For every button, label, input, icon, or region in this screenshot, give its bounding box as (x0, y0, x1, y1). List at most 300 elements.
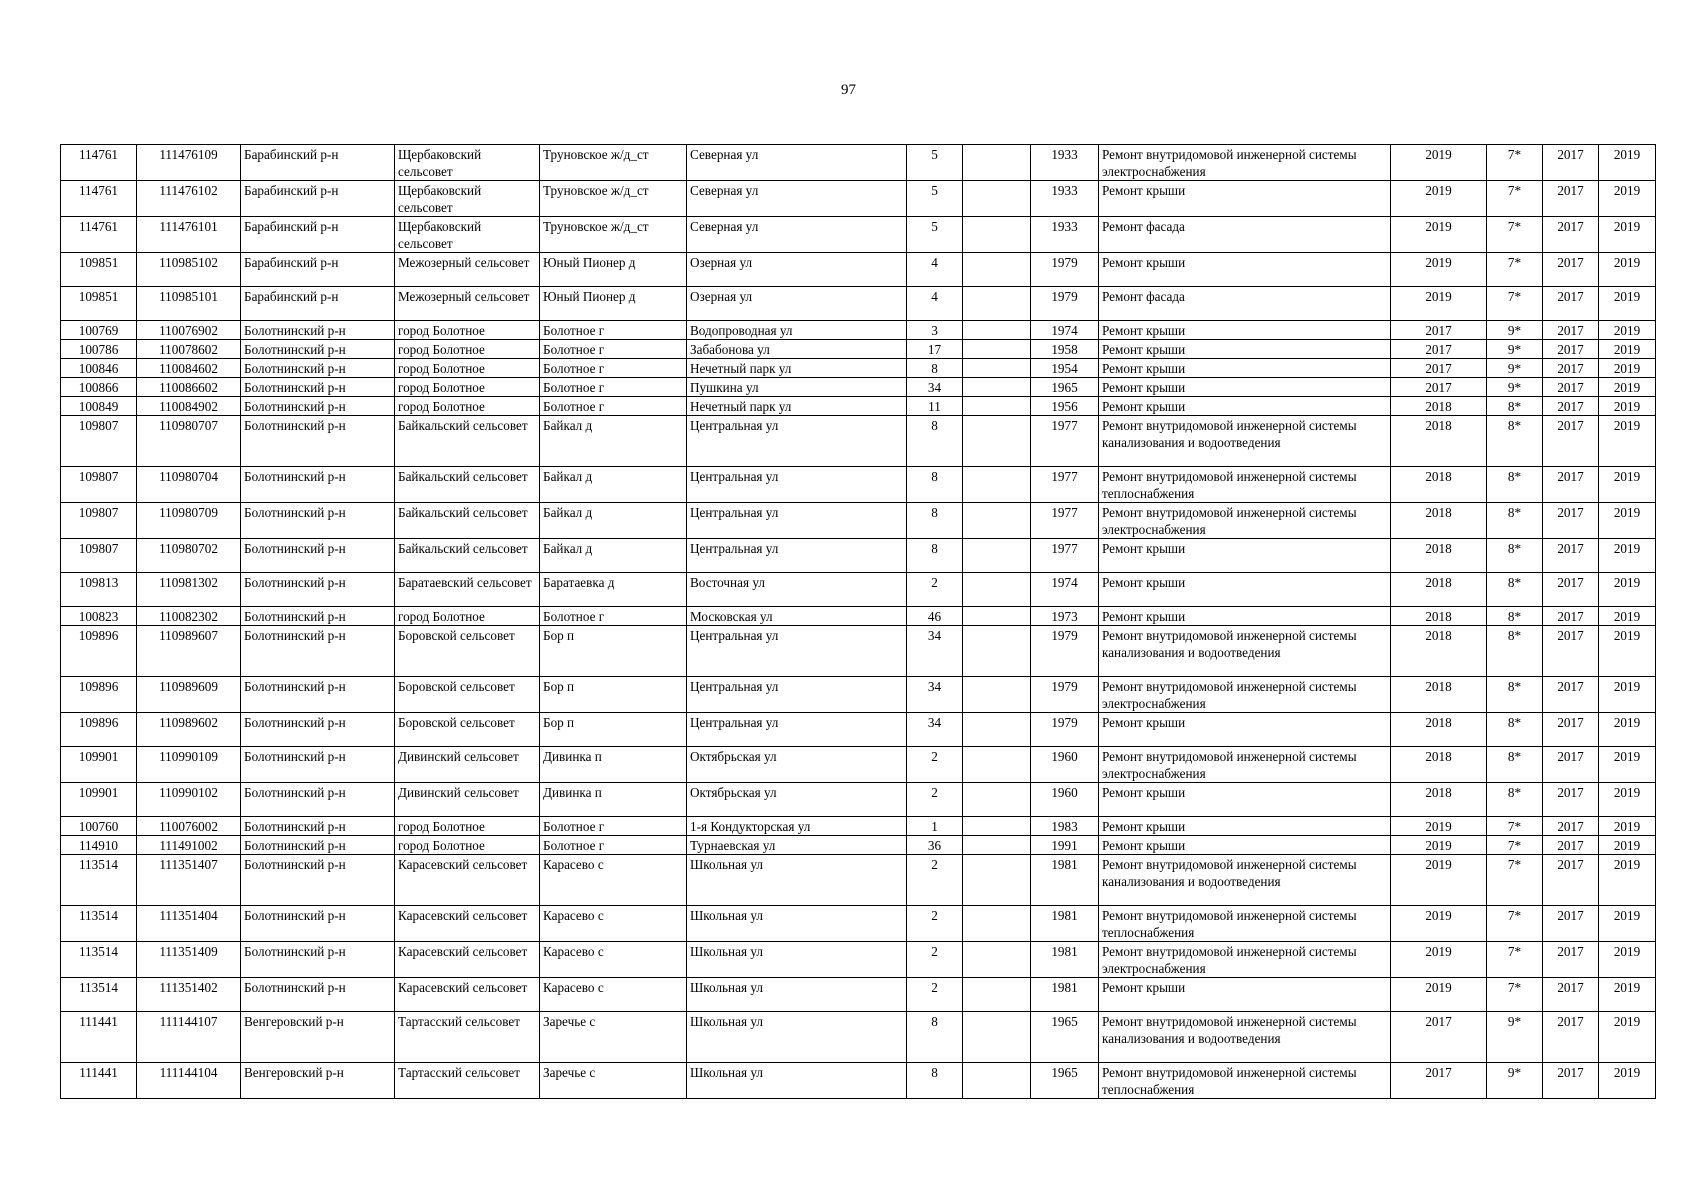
municipality-cell: Межозерный сельсовет (395, 287, 540, 321)
table-row (61, 626, 1656, 677)
plan-year-cell: 2018 (1391, 467, 1487, 503)
work-id-cell: 111351404 (137, 906, 241, 942)
priority-cell: 9* (1487, 340, 1543, 359)
table-row (61, 747, 1656, 783)
plan-year-cell: 2018 (1391, 607, 1487, 626)
work-id-cell: 110084602 (137, 359, 241, 378)
work-type-cell: Ремонт крыши (1099, 397, 1391, 416)
period-end-cell: 2019 (1599, 677, 1656, 713)
built-year-cell: 1979 (1031, 253, 1099, 287)
district-cell: Болотнинский р-н (241, 503, 395, 539)
period-start-cell: 2017 (1543, 836, 1599, 855)
house-id-cell: 113514 (61, 942, 137, 978)
settlement-cell: Карасево с (540, 978, 687, 1012)
settlement-cell: Болотное г (540, 359, 687, 378)
table-row (61, 253, 1656, 287)
settlement-cell: Юный Пионер д (540, 287, 687, 321)
district-cell: Болотнинский р-н (241, 942, 395, 978)
period-end-cell: 2019 (1599, 747, 1656, 783)
period-start-cell: 2017 (1543, 1012, 1599, 1063)
table-row (61, 378, 1656, 397)
street-cell: Нечетный парк ул (687, 397, 907, 416)
municipality-cell: Байкальский сельсовет (395, 539, 540, 573)
building-cell (963, 836, 1031, 855)
built-year-cell: 1960 (1031, 783, 1099, 817)
table-row (61, 217, 1656, 253)
house-number-cell: 8 (907, 467, 963, 503)
house-number-cell: 2 (907, 747, 963, 783)
built-year-cell: 1974 (1031, 573, 1099, 607)
work-type-cell: Ремонт крыши (1099, 378, 1391, 397)
built-year-cell: 1979 (1031, 677, 1099, 713)
house-id-cell: 114761 (61, 145, 137, 181)
plan-year-cell: 2019 (1391, 817, 1487, 836)
plan-year-cell: 2019 (1391, 145, 1487, 181)
municipality-cell: город Болотное (395, 321, 540, 340)
built-year-cell: 1981 (1031, 942, 1099, 978)
district-cell: Болотнинский р-н (241, 539, 395, 573)
work-type-cell: Ремонт крыши (1099, 539, 1391, 573)
built-year-cell: 1977 (1031, 503, 1099, 539)
house-number-cell: 8 (907, 503, 963, 539)
period-start-cell: 2017 (1543, 1063, 1599, 1099)
table-row (61, 607, 1656, 626)
district-cell: Болотнинский р-н (241, 467, 395, 503)
plan-year-cell: 2019 (1391, 287, 1487, 321)
house-number-cell: 4 (907, 287, 963, 321)
building-cell (963, 906, 1031, 942)
built-year-cell: 1965 (1031, 1012, 1099, 1063)
building-cell (963, 145, 1031, 181)
period-end-cell: 2019 (1599, 145, 1656, 181)
plan-year-cell: 2017 (1391, 378, 1487, 397)
period-start-cell: 2017 (1543, 217, 1599, 253)
period-end-cell: 2019 (1599, 942, 1656, 978)
house-number-cell: 8 (907, 416, 963, 467)
period-end-cell: 2019 (1599, 713, 1656, 747)
street-cell: Пушкина ул (687, 378, 907, 397)
building-cell (963, 340, 1031, 359)
building-cell (963, 287, 1031, 321)
house-id-cell: 109807 (61, 539, 137, 573)
house-number-cell: 36 (907, 836, 963, 855)
plan-year-cell: 2018 (1391, 397, 1487, 416)
built-year-cell: 1977 (1031, 467, 1099, 503)
building-cell (963, 855, 1031, 906)
work-type-cell: Ремонт крыши (1099, 713, 1391, 747)
priority-cell: 9* (1487, 321, 1543, 340)
priority-cell: 7* (1487, 181, 1543, 217)
work-id-cell: 110980704 (137, 467, 241, 503)
settlement-cell: Болотное г (540, 340, 687, 359)
building-cell (963, 397, 1031, 416)
district-cell: Барабинский р-н (241, 145, 395, 181)
house-number-cell: 4 (907, 253, 963, 287)
period-start-cell: 2017 (1543, 378, 1599, 397)
district-cell: Болотнинский р-н (241, 378, 395, 397)
plan-year-cell: 2017 (1391, 359, 1487, 378)
work-type-cell: Ремонт внутридомовой инженерной системы теплоснабжения (1099, 467, 1391, 503)
settlement-cell: Заречье с (540, 1063, 687, 1099)
work-id-cell: 111491002 (137, 836, 241, 855)
street-cell: Центральная ул (687, 467, 907, 503)
priority-cell: 8* (1487, 783, 1543, 817)
settlement-cell: Болотное г (540, 607, 687, 626)
period-end-cell: 2019 (1599, 359, 1656, 378)
settlement-cell: Карасево с (540, 942, 687, 978)
building-cell (963, 1012, 1031, 1063)
house-id-cell: 113514 (61, 855, 137, 906)
building-cell (963, 783, 1031, 817)
period-end-cell: 2019 (1599, 855, 1656, 906)
table-row (61, 397, 1656, 416)
built-year-cell: 1981 (1031, 855, 1099, 906)
settlement-cell: Болотное г (540, 397, 687, 416)
street-cell: Московская ул (687, 607, 907, 626)
district-cell: Болотнинский р-н (241, 573, 395, 607)
municipality-cell: Байкальский сельсовет (395, 503, 540, 539)
house-id-cell: 109807 (61, 416, 137, 467)
priority-cell: 8* (1487, 607, 1543, 626)
built-year-cell: 1933 (1031, 181, 1099, 217)
house-id-cell: 109896 (61, 677, 137, 713)
street-cell: Центральная ул (687, 416, 907, 467)
built-year-cell: 1981 (1031, 978, 1099, 1012)
work-type-cell: Ремонт крыши (1099, 340, 1391, 359)
priority-cell: 7* (1487, 253, 1543, 287)
period-start-cell: 2017 (1543, 287, 1599, 321)
house-number-cell: 1 (907, 817, 963, 836)
house-id-cell: 114761 (61, 217, 137, 253)
house-id-cell: 100760 (61, 817, 137, 836)
district-cell: Болотнинский р-н (241, 713, 395, 747)
settlement-cell: Заречье с (540, 1012, 687, 1063)
table-row (61, 503, 1656, 539)
building-cell (963, 503, 1031, 539)
street-cell: Северная ул (687, 181, 907, 217)
building-cell (963, 713, 1031, 747)
municipality-cell: Боровской сельсовет (395, 677, 540, 713)
period-start-cell: 2017 (1543, 607, 1599, 626)
plan-year-cell: 2019 (1391, 942, 1487, 978)
district-cell: Болотнинский р-н (241, 677, 395, 713)
plan-year-cell: 2017 (1391, 340, 1487, 359)
plan-year-cell: 2019 (1391, 855, 1487, 906)
period-end-cell: 2019 (1599, 539, 1656, 573)
work-id-cell: 110989609 (137, 677, 241, 713)
work-type-cell: Ремонт крыши (1099, 359, 1391, 378)
house-number-cell: 34 (907, 677, 963, 713)
municipality-cell: город Болотное (395, 397, 540, 416)
built-year-cell: 1979 (1031, 626, 1099, 677)
house-id-cell: 113514 (61, 978, 137, 1012)
plan-year-cell: 2018 (1391, 713, 1487, 747)
work-type-cell: Ремонт внутридомовой инженерной системы канализования и водоотведения (1099, 626, 1391, 677)
period-start-cell: 2017 (1543, 942, 1599, 978)
built-year-cell: 1933 (1031, 145, 1099, 181)
settlement-cell: Карасево с (540, 906, 687, 942)
built-year-cell: 1960 (1031, 747, 1099, 783)
street-cell: Северная ул (687, 145, 907, 181)
table-row (61, 321, 1656, 340)
house-number-cell: 17 (907, 340, 963, 359)
period-end-cell: 2019 (1599, 783, 1656, 817)
house-number-cell: 2 (907, 855, 963, 906)
work-type-cell: Ремонт фасада (1099, 287, 1391, 321)
settlement-cell: Байкал д (540, 467, 687, 503)
period-start-cell: 2017 (1543, 181, 1599, 217)
built-year-cell: 1977 (1031, 416, 1099, 467)
building-cell (963, 942, 1031, 978)
period-start-cell: 2017 (1543, 253, 1599, 287)
work-id-cell: 110084902 (137, 397, 241, 416)
table-row (61, 145, 1656, 181)
table-row (61, 713, 1656, 747)
work-type-cell: Ремонт внутридомовой инженерной системы канализования и водоотведения (1099, 1012, 1391, 1063)
house-number-cell: 5 (907, 181, 963, 217)
period-end-cell: 2019 (1599, 817, 1656, 836)
work-type-cell: Ремонт крыши (1099, 817, 1391, 836)
district-cell: Болотнинский р-н (241, 416, 395, 467)
period-end-cell: 2019 (1599, 467, 1656, 503)
plan-year-cell: 2019 (1391, 978, 1487, 1012)
settlement-cell: Дивинка п (540, 747, 687, 783)
house-id-cell: 114761 (61, 181, 137, 217)
work-id-cell: 110076002 (137, 817, 241, 836)
period-end-cell: 2019 (1599, 503, 1656, 539)
street-cell: Школьная ул (687, 978, 907, 1012)
building-cell (963, 747, 1031, 783)
plan-year-cell: 2019 (1391, 253, 1487, 287)
capital-repair-table (60, 144, 1656, 1099)
work-type-cell: Ремонт фасада (1099, 217, 1391, 253)
built-year-cell: 1965 (1031, 378, 1099, 397)
priority-cell: 7* (1487, 217, 1543, 253)
municipality-cell: Карасевский сельсовет (395, 906, 540, 942)
street-cell: Школьная ул (687, 855, 907, 906)
priority-cell: 8* (1487, 539, 1543, 573)
built-year-cell: 1981 (1031, 906, 1099, 942)
street-cell: Забабонова ул (687, 340, 907, 359)
district-cell: Болотнинский р-н (241, 906, 395, 942)
work-id-cell: 111144104 (137, 1063, 241, 1099)
work-id-cell: 110980709 (137, 503, 241, 539)
house-number-cell: 2 (907, 573, 963, 607)
district-cell: Барабинский р-н (241, 253, 395, 287)
period-end-cell: 2019 (1599, 321, 1656, 340)
priority-cell: 9* (1487, 1063, 1543, 1099)
priority-cell: 8* (1487, 503, 1543, 539)
table-row (61, 855, 1656, 906)
work-id-cell: 110980702 (137, 539, 241, 573)
period-start-cell: 2017 (1543, 359, 1599, 378)
period-end-cell: 2019 (1599, 978, 1656, 1012)
work-type-cell: Ремонт внутридомовой инженерной системы теплоснабжения (1099, 1063, 1391, 1099)
street-cell: Озерная ул (687, 287, 907, 321)
priority-cell: 7* (1487, 855, 1543, 906)
street-cell: Октябрьская ул (687, 747, 907, 783)
street-cell: 1-я Кондукторская ул (687, 817, 907, 836)
district-cell: Венгеровский р-н (241, 1012, 395, 1063)
built-year-cell: 1979 (1031, 713, 1099, 747)
building-cell (963, 378, 1031, 397)
period-end-cell: 2019 (1599, 378, 1656, 397)
work-type-cell: Ремонт внутридомовой инженерной системы канализования и водоотведения (1099, 855, 1391, 906)
built-year-cell: 1958 (1031, 340, 1099, 359)
house-number-cell: 34 (907, 626, 963, 677)
built-year-cell: 1979 (1031, 287, 1099, 321)
work-id-cell: 110985101 (137, 287, 241, 321)
built-year-cell: 1954 (1031, 359, 1099, 378)
built-year-cell: 1983 (1031, 817, 1099, 836)
period-start-cell: 2017 (1543, 340, 1599, 359)
street-cell: Центральная ул (687, 539, 907, 573)
building-cell (963, 217, 1031, 253)
built-year-cell: 1965 (1031, 1063, 1099, 1099)
municipality-cell: Байкальский сельсовет (395, 467, 540, 503)
period-end-cell: 2019 (1599, 253, 1656, 287)
district-cell: Болотнинский р-н (241, 397, 395, 416)
district-cell: Болотнинский р-н (241, 747, 395, 783)
period-end-cell: 2019 (1599, 181, 1656, 217)
work-type-cell: Ремонт крыши (1099, 321, 1391, 340)
plan-year-cell: 2019 (1391, 906, 1487, 942)
table-row (61, 817, 1656, 836)
house-id-cell: 100769 (61, 321, 137, 340)
house-id-cell: 109851 (61, 287, 137, 321)
house-id-cell: 109896 (61, 626, 137, 677)
period-start-cell: 2017 (1543, 747, 1599, 783)
period-end-cell: 2019 (1599, 340, 1656, 359)
municipality-cell: Байкальский сельсовет (395, 416, 540, 467)
settlement-cell: Байкал д (540, 416, 687, 467)
municipality-cell: город Болотное (395, 359, 540, 378)
street-cell: Водопроводная ул (687, 321, 907, 340)
table-row (61, 836, 1656, 855)
house-id-cell: 109901 (61, 747, 137, 783)
house-id-cell: 100849 (61, 397, 137, 416)
house-number-cell: 46 (907, 607, 963, 626)
table-row (61, 181, 1656, 217)
work-type-cell: Ремонт внутридомовой инженерной системы электроснабжения (1099, 942, 1391, 978)
work-id-cell: 111351409 (137, 942, 241, 978)
work-type-cell: Ремонт внутридомовой инженерной системы электроснабжения (1099, 747, 1391, 783)
work-id-cell: 111144107 (137, 1012, 241, 1063)
district-cell: Барабинский р-н (241, 217, 395, 253)
street-cell: Центральная ул (687, 677, 907, 713)
house-id-cell: 100866 (61, 378, 137, 397)
work-type-cell: Ремонт крыши (1099, 573, 1391, 607)
municipality-cell: Тартасский сельсовет (395, 1063, 540, 1099)
street-cell: Школьная ул (687, 942, 907, 978)
work-id-cell: 110985102 (137, 253, 241, 287)
priority-cell: 7* (1487, 978, 1543, 1012)
building-cell (963, 607, 1031, 626)
priority-cell: 9* (1487, 359, 1543, 378)
built-year-cell: 1991 (1031, 836, 1099, 855)
house-id-cell: 100846 (61, 359, 137, 378)
work-type-cell: Ремонт внутридомовой инженерной системы электроснабжения (1099, 503, 1391, 539)
period-end-cell: 2019 (1599, 626, 1656, 677)
plan-year-cell: 2018 (1391, 783, 1487, 817)
house-number-cell: 2 (907, 783, 963, 817)
house-id-cell: 109896 (61, 713, 137, 747)
period-start-cell: 2017 (1543, 978, 1599, 1012)
building-cell (963, 359, 1031, 378)
municipality-cell: Щербаковский сельсовет (395, 217, 540, 253)
page-number: 97 (841, 82, 856, 98)
table-row (61, 783, 1656, 817)
period-start-cell: 2017 (1543, 397, 1599, 416)
table-row (61, 1012, 1656, 1063)
work-type-cell: Ремонт крыши (1099, 253, 1391, 287)
house-id-cell: 100786 (61, 340, 137, 359)
house-number-cell: 34 (907, 378, 963, 397)
settlement-cell: Труновское ж/д_ст (540, 181, 687, 217)
period-start-cell: 2017 (1543, 906, 1599, 942)
period-start-cell: 2017 (1543, 539, 1599, 573)
district-cell: Болотнинский р-н (241, 783, 395, 817)
work-id-cell: 110082302 (137, 607, 241, 626)
building-cell (963, 539, 1031, 573)
work-id-cell: 111476109 (137, 145, 241, 181)
settlement-cell: Труновское ж/д_ст (540, 145, 687, 181)
built-year-cell: 1956 (1031, 397, 1099, 416)
plan-year-cell: 2018 (1391, 677, 1487, 713)
street-cell: Центральная ул (687, 503, 907, 539)
street-cell: Центральная ул (687, 713, 907, 747)
priority-cell: 8* (1487, 467, 1543, 503)
house-number-cell: 2 (907, 978, 963, 1012)
street-cell: Школьная ул (687, 906, 907, 942)
work-type-cell: Ремонт крыши (1099, 783, 1391, 817)
period-start-cell: 2017 (1543, 817, 1599, 836)
table-row (61, 906, 1656, 942)
street-cell: Октябрьская ул (687, 783, 907, 817)
work-id-cell: 111351407 (137, 855, 241, 906)
building-cell (963, 677, 1031, 713)
work-type-cell: Ремонт крыши (1099, 978, 1391, 1012)
municipality-cell: Щербаковский сельсовет (395, 145, 540, 181)
period-end-cell: 2019 (1599, 416, 1656, 467)
period-start-cell: 2017 (1543, 573, 1599, 607)
house-number-cell: 5 (907, 145, 963, 181)
priority-cell: 7* (1487, 942, 1543, 978)
district-cell: Барабинский р-н (241, 287, 395, 321)
priority-cell: 9* (1487, 1012, 1543, 1063)
table-row (61, 539, 1656, 573)
municipality-cell: город Болотное (395, 607, 540, 626)
priority-cell: 8* (1487, 573, 1543, 607)
built-year-cell: 1974 (1031, 321, 1099, 340)
district-cell: Болотнинский р-н (241, 817, 395, 836)
work-id-cell: 111351402 (137, 978, 241, 1012)
building-cell (963, 626, 1031, 677)
settlement-cell: Болотное г (540, 817, 687, 836)
house-id-cell: 109807 (61, 503, 137, 539)
period-end-cell: 2019 (1599, 906, 1656, 942)
table-row (61, 359, 1656, 378)
building-cell (963, 416, 1031, 467)
house-number-cell: 8 (907, 1012, 963, 1063)
built-year-cell: 1977 (1031, 539, 1099, 573)
street-cell: Северная ул (687, 217, 907, 253)
district-cell: Болотнинский р-н (241, 626, 395, 677)
settlement-cell: Байкал д (540, 539, 687, 573)
work-type-cell: Ремонт внутридомовой инженерной системы канализования и водоотведения (1099, 416, 1391, 467)
district-cell: Болотнинский р-н (241, 321, 395, 340)
priority-cell: 7* (1487, 836, 1543, 855)
